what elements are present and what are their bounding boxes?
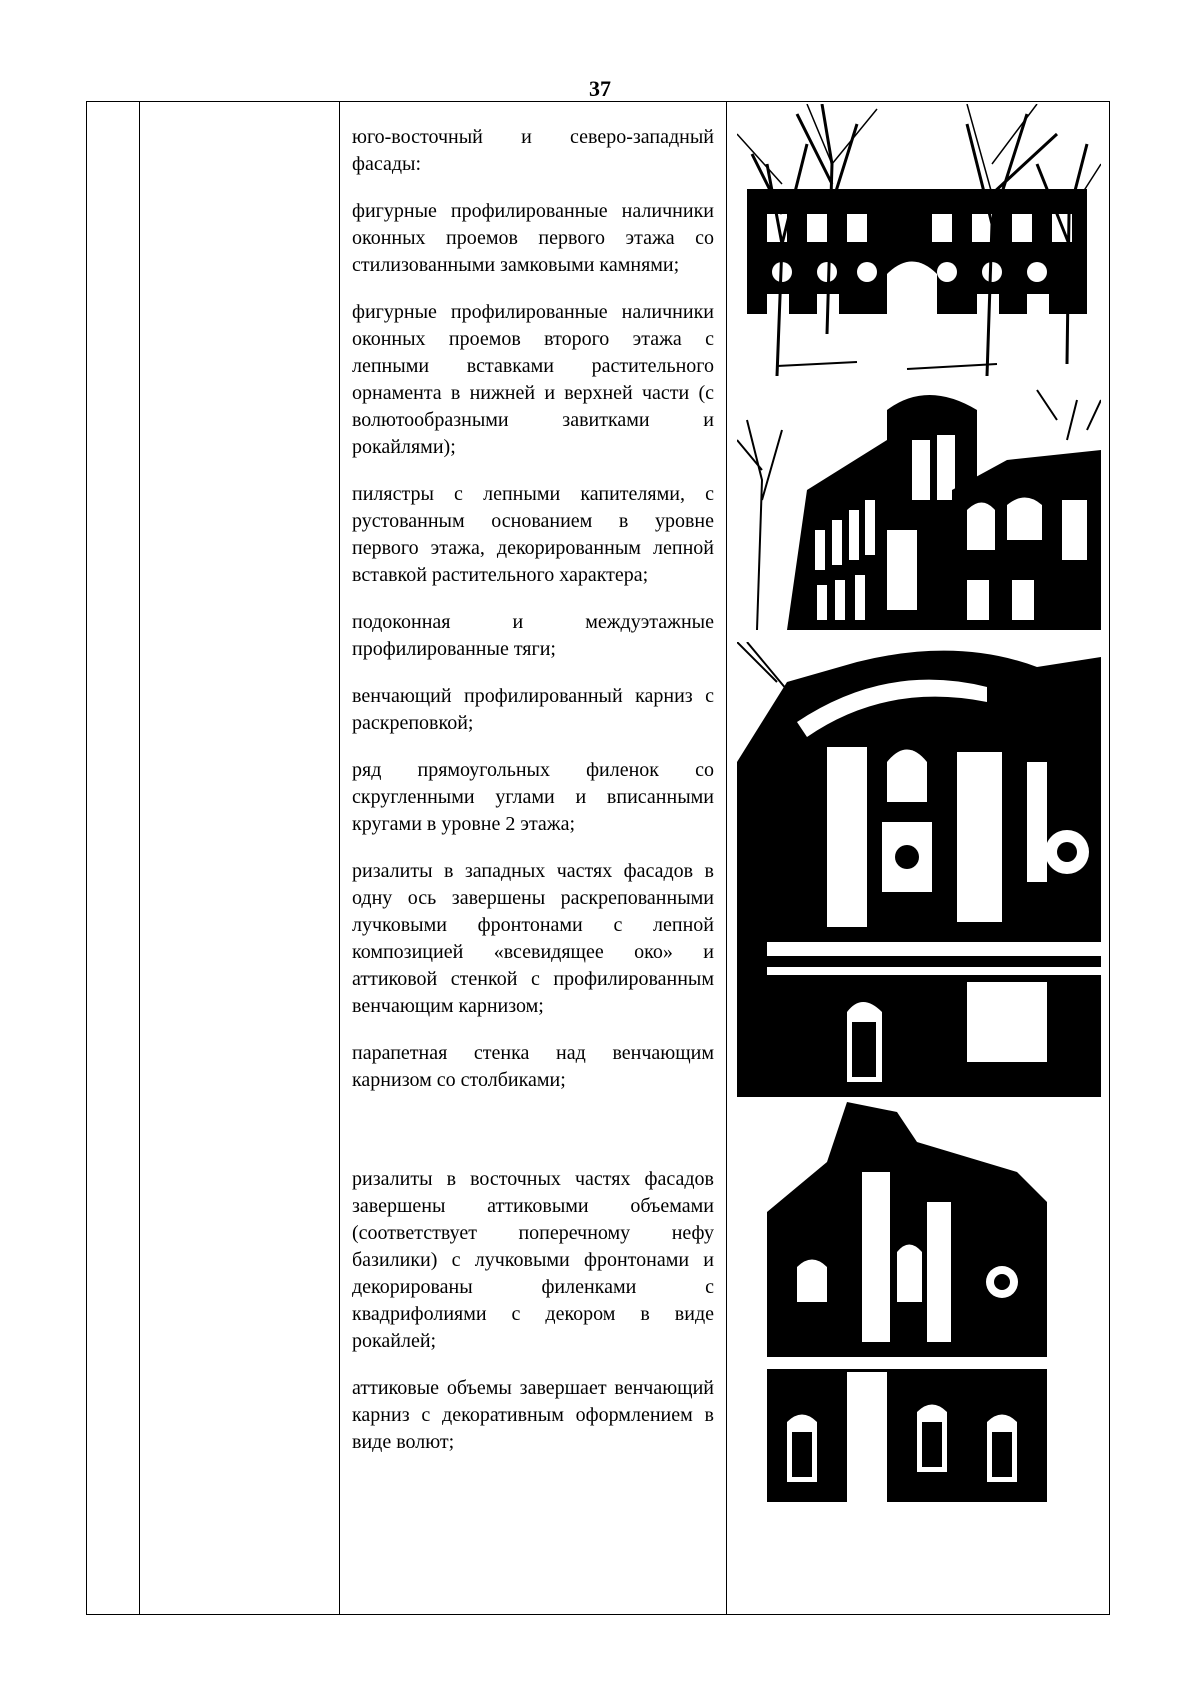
monument-subject-table [86, 101, 1110, 1615]
table-row [87, 102, 1110, 1615]
description-item: аттиковые объемы завершает венчающий карниз с декоративным оформлением в виде волют; [352, 1377, 714, 1453]
description-item: ряд прямоугольных филенок со скругленными углами и вписанными кругами в уровне 2 этажа; [352, 759, 714, 835]
description-item: фигурные профилированные наличники оконных проемов второго этажа с лепными вставками растительного орнамента в нижней и верхней части (с волютообразными завитками и рокайлями); [352, 301, 714, 458]
facade-photo-3 [737, 642, 1101, 1097]
description-item: юго-восточный и северо-западный фасады: [352, 126, 714, 175]
page-number: 37 [589, 76, 611, 101]
facade-photo-2 [737, 380, 1101, 630]
element-name-cell [140, 102, 340, 1615]
facade-photo-4 [767, 1102, 1047, 1502]
description-item: парапетная стенка над венчающим карнизом со столбиками; [352, 1042, 714, 1091]
description-item: подоконная и междуэтажные профилированные тяги; [352, 611, 714, 660]
description-item: пилястры с лепными капителями, с рустованным основанием в уровне первого этажа, декорированным лепной вставкой растительного характера; [352, 483, 714, 586]
photo-cell [727, 102, 1110, 1615]
number-cell [87, 102, 140, 1615]
facade-photo-1 [737, 104, 1101, 376]
description-item: венчающий профилированный карниз с раскреповкой; [352, 685, 714, 734]
description-item: фигурные профилированные наличники оконных проемов первого этажа со стилизованными замковыми камнями; [352, 200, 714, 276]
description-cell [340, 102, 727, 1615]
description-item: ризалиты в восточных частях фасадов завершены аттиковыми объемами (соответствует поперечному нефу базилики) с лучковыми фронтонами и декорированы филенками с квадрифолиями с декором в виде рокайлей; [352, 1168, 714, 1352]
description-item: ризалиты в западных частях фасадов в одну ось завершены раскрепованными лучковыми фронтонами с лепной композицией «всевидящее око» и аттиковой стенкой с профилированным венчающим карнизом; [352, 860, 714, 1017]
